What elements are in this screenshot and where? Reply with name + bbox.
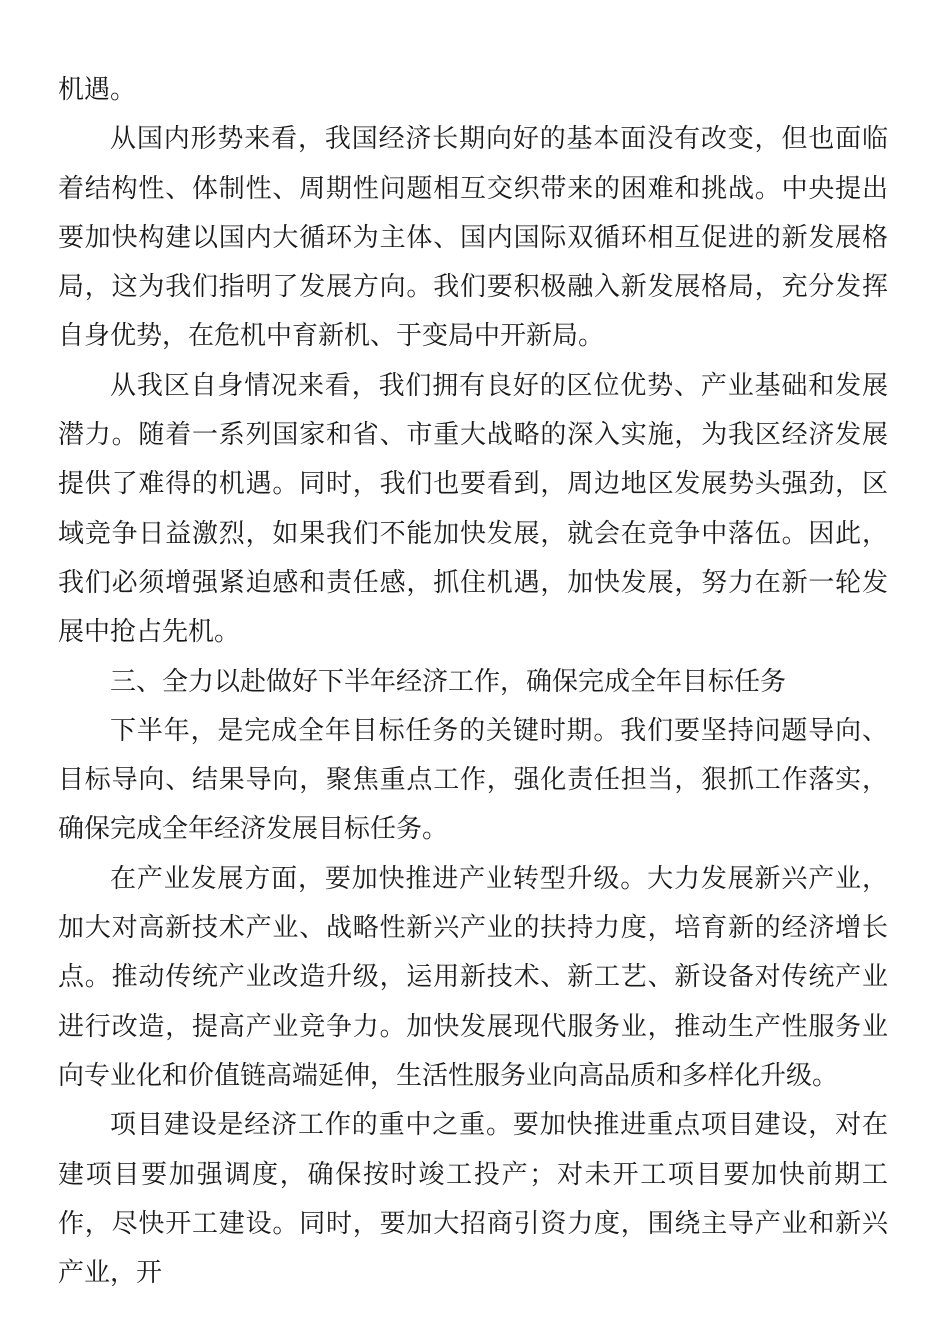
paragraph-industry-development: 在产业发展方面，要加快推进产业转型升级。大力发展新兴产业，加大对高新技术产业、战略性新兴产业的扶持力度，培育新的经济增长点。推动传统产业改造升级，运用新技术、新工艺、新设备对传统产业进行改造，提高产业竞争力。加快发展现代服务业，推动生产性服务业向专业化和价值链高端延伸，生活性服务业向高品质和多样化升级。 xyxy=(58,863,888,1091)
paragraph-continuation: 机遇。 xyxy=(58,75,137,105)
paragraph-second-half-year: 下半年，是完成全年目标任务的关键时期。我们要坚持问题导向、目标导向、结果导向，聚焦重点工作，强化责任担当，狠抓工作落实，确保完成全年经济发展目标任务。 xyxy=(58,715,888,845)
document-body xyxy=(58,66,888,1298)
paragraph-district-situation: 从我区自身情况来看，我们拥有良好的区位优势、产业基础和发展潜力。随着一系列国家和省、市重大战略的深入实施，为我区经济发展提供了难得的机遇。同时，我们也要看到，周边地区发展势头强劲，区域竞争日益激烈，如果我们不能加快发展，就会在竞争中落伍。因此，我们必须增强紧迫感和责任感，抓住机遇，加快发展，努力在新一轮发展中抢占先机。 xyxy=(58,370,888,648)
paragraph-project-construction: 项目建设是经济工作的重中之重。要加快推进重点项目建设，对在建项目要加强调度，确保按时竣工投产；对未开工项目要加快前期工作，尽快开工建设。同时，要加大招商引资力度，围绕主导产业和新兴产业，开 xyxy=(58,1110,888,1289)
paragraph-domestic-situation: 从国内形势来看，我国经济长期向好的基本面没有改变，但也面临着结构性、体制性、周期性问题相互交织带来的困难和挑战。中央提出要加快构建以国内大循环为主体、国内国际双循环相互促进的新发展格局，这为我们指明了发展方向。我们要积极融入新发展格局，充分发挥自身优势，在危机中育新机、于变局中开新局。 xyxy=(58,124,888,352)
section-heading-3: 三、全力以赴做好下半年经济工作，确保完成全年目标任务 xyxy=(110,666,787,697)
